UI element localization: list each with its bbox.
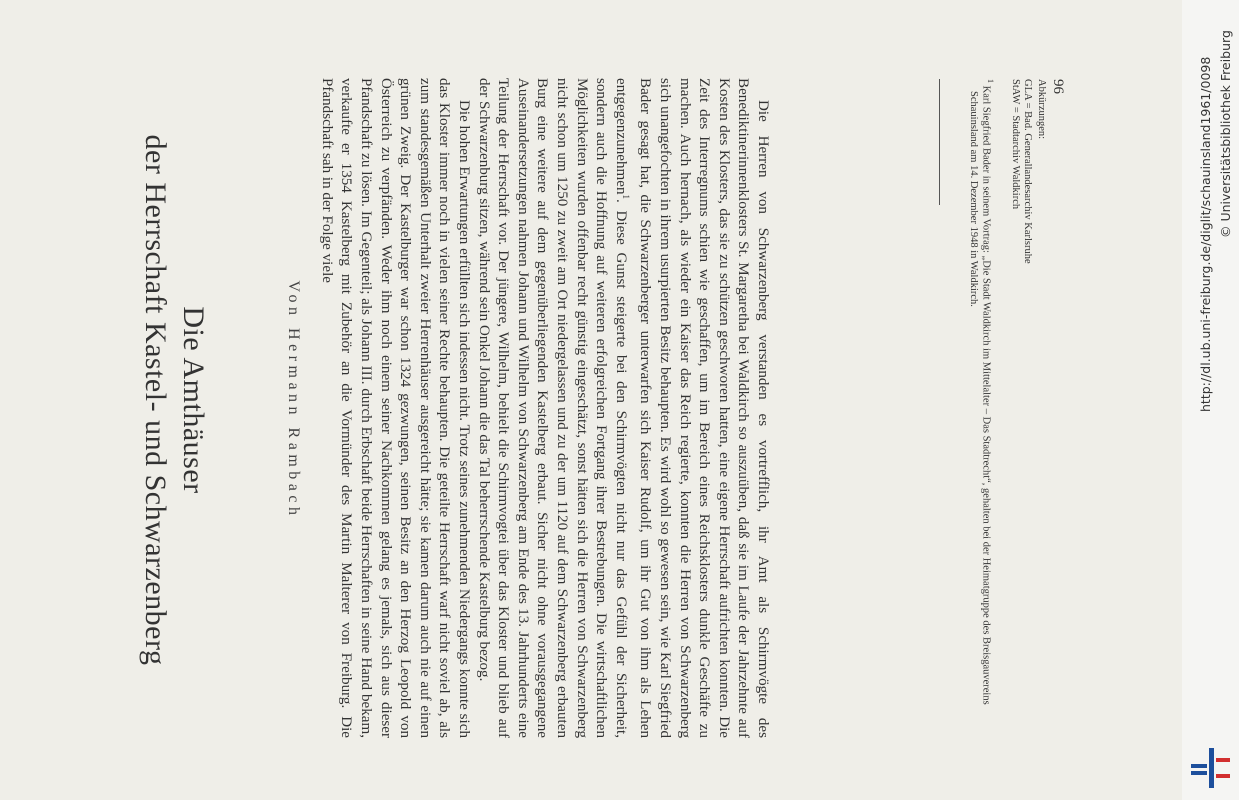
paragraph-1 [473,78,772,738]
abbreviation-staw: StAW = Stadtarchiv Waldkirch [1010,79,1021,210]
footnote-number: 1 [986,79,996,83]
permalink-url[interactable]: http://dl.ub.uni-freiburg.de/diglit/schauinsland1961/0098 [1198,56,1213,412]
footnote-reference: 1 [620,194,631,200]
abbreviation-gla: GLA = Bad. Generallandesarchiv Karlsruhe [1022,79,1034,264]
article-title-line1: Die Amthäuser [177,306,210,494]
footnote-text: Karl Siegfried Bader in seinem Vortrag: „Die Stadt Waldkirch im Mittelalter – Das Stadtrecht“, gehalten bei der Heimatgruppe des Breisgauvereins Schauinsland am 14. Dezember 1948 in Waldkirch. [968,85,992,705]
article-body [316,78,772,738]
paragraph-1-text: Die Herren von Schwarzenberg verstanden es vortrefflich, ihr Amt als Schirmvögte des Benediktinerinnenklosters St. Margaretha bei Waldkirch so auszuüben, daß sie im Laufe der Jahrzehnte auf Kosten des Klosters, das sie zu schützen geschworen hatten, eine eigene Herrschaft aufrichten konnten. Die Zeit des Interregnums schien wie geschaffen, um im Bereich eines Reichsklosters dunkle Geschäfte zu machen. Auch hernach, als wieder ein Kaiser das Reich regierte, konnten die Herren von Schwarzenberg sich unangefochten in ihrem usurpierten Besitz behaupten. Es wird wohl so gewesen sein, wie Karl Siegfried Bader gesagt hat, die Schwarzenberger unterwarfen sich Kaiser Rudolf, um ihr Gut von ihm als Lehen entgegenzunehmen [612,78,771,738]
paragraph-2: Die hohen Erwartungen erfüllten sich indessen nicht. Trotz seines zunehmenden Niedergangs konnte sich das Kloster immer noch in vielen seiner Rechte behaupten. Die geteilte Herrschaft warf nicht soviel ab, als zum standesgemäßen Unterhalt zweier Herrenhäuser ausgereicht hätte; sie kamen darum auch nie auf einen grünen Zweig. Der Kastelburger war schon 1324 gezwungen, seinen Besitz an den Herzog Leopold von Österreich zu verpfänden. Weder ihm noch einem seiner Nachkommen gelang es jemals, sich aus dieser Pfandschaft zu lösen. Im Gegenteil; als Johann III. durch Erbschaft beide Herrschaften in seine Hand bekam, verkaufte er 1354 Kastelberg mit Zubehör an die Vormünder des Martin Malterer von Freiburg. Die Pfandschaft sah in der Folge viele [318,78,473,738]
page-number: 96 [1050,79,1066,94]
ub-freiburg-logo-icon [1189,748,1233,788]
footnote-divider [939,79,940,205]
article-title-line2: der Herrschaft Kastel- und Schwarzenberg [139,134,172,666]
paragraph-1-continued: . Diese Gunst steigerte bei den Schirmvögten nicht nur das Gefühl der Sicherheit, sondern auch die Hoffnung auf weiteren erfolgreichen Fortgang ihrer Bestrebungen. Die wirtschaftlichen Möglichkeiten wurden offenbar recht günstig eingeschätzt, sonst hätten sich die Herren von Schwarzenberg nicht schon um 1250 zu zweit am Ort niedergelassen und zu der um 1120 auf dem Schwarzenberg erbauten Burg eine weitere auf dem gegenüberliegenden Kastelberg erbaut. Sicher nicht ohne vorausgegangene Auseinandersetzungen nahmen Johann und Wilhelm von Schwarzenberg am Ende des 13. Jahrhunderts eine Teilung der Herrschaft vor. Der jüngere, Wilhelm, behielt die Schirmvogtei über das Kloster und blieb auf der Schwarzenburg sitzen, während sein Onkel Johann die das Tal beherrschende Kastelburg bezog. [475,78,629,738]
copyright-notice: © Universitätsbibliothek Freiburg [1218,30,1233,238]
footnotes [967,79,1047,739]
footnote-1 [967,79,997,739]
abbreviations-title: Abkürzungen: [1036,79,1047,140]
author-byline: Von Hermann Rambach [285,280,302,520]
